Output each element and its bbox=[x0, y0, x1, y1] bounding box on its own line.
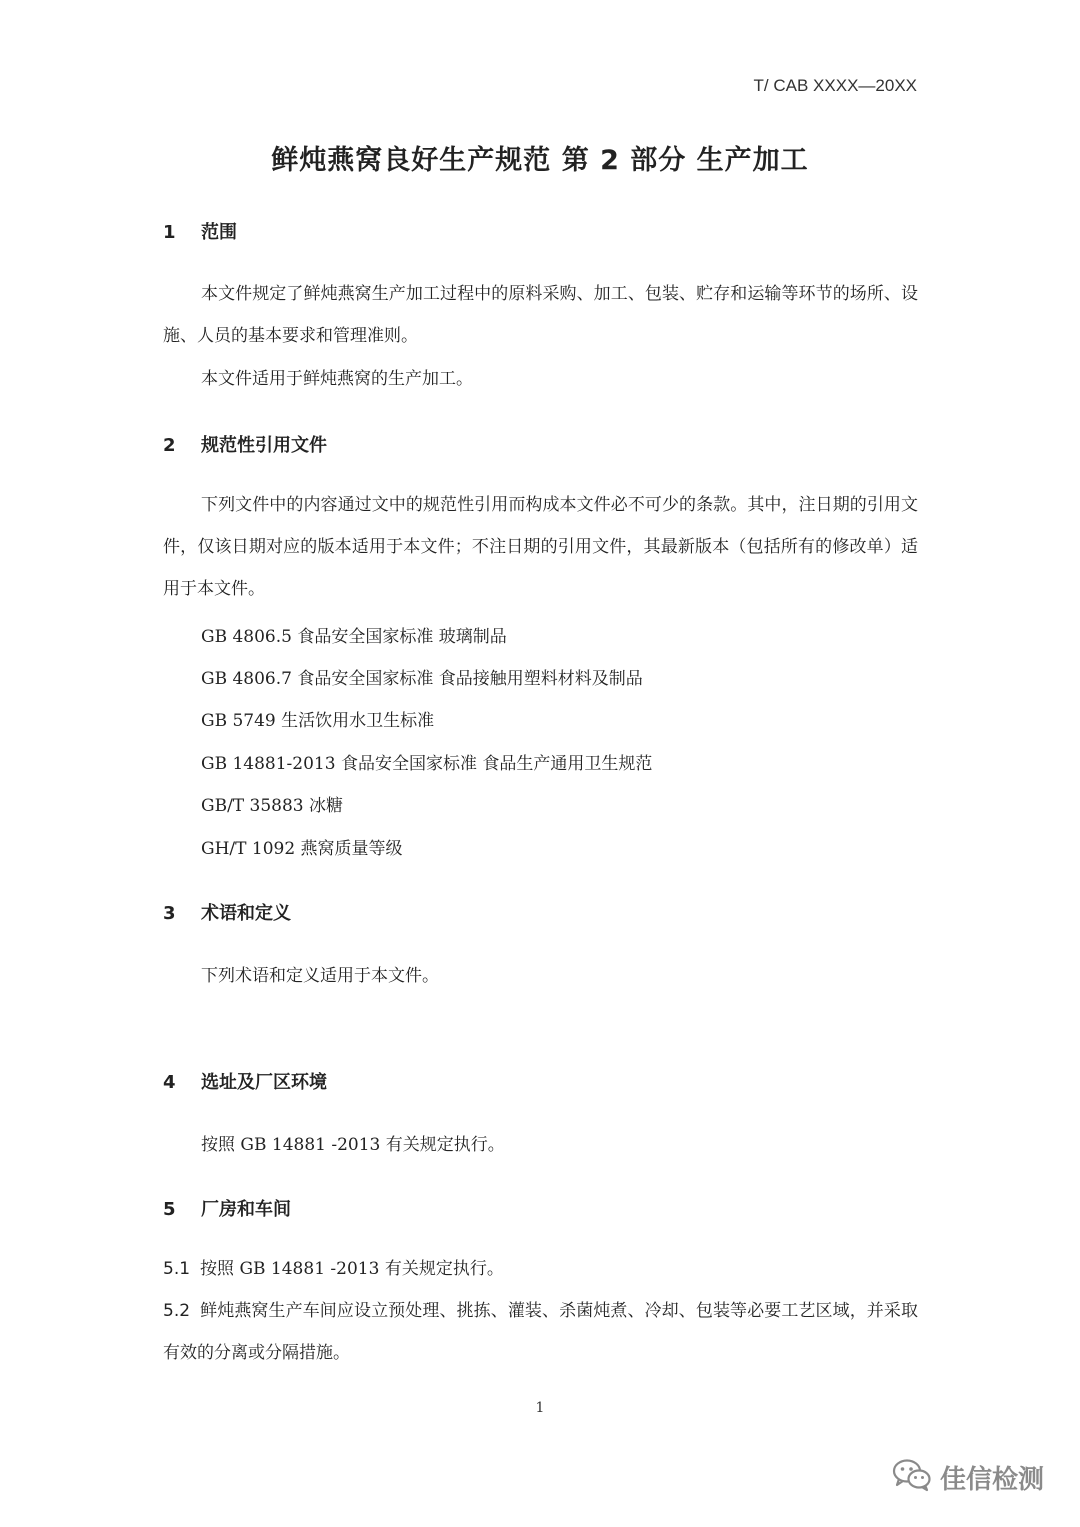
section-title: 厂房和车间 bbox=[201, 1199, 291, 1220]
section-number: 2 bbox=[163, 435, 176, 456]
section-title: 规范性引用文件 bbox=[201, 435, 327, 456]
reference-item: GB 4806.5 食品安全国家标准 玻璃制品 bbox=[201, 627, 507, 647]
reference-item: GB 14881-2013 食品安全国家标准 食品生产通用卫生规范 bbox=[201, 754, 653, 774]
section-title: 术语和定义 bbox=[201, 903, 291, 924]
paragraph: 下列文件中的内容通过文中的规范性引用而构成本文件必不可少的条款。其中，注日期的引用文件，仅该日期对应的版本适用于本文件；不注日期的引用文件，其最新版本（包括所有的修改单）适用于本文件。 bbox=[163, 495, 918, 599]
reference-item: GB 5749 生活饮用水卫生标准 bbox=[201, 711, 435, 731]
paragraph: 下列术语和定义适用于本文件。 bbox=[201, 966, 439, 986]
reference-item: GB 4806.7 食品安全国家标准 食品接触用塑料材料及制品 bbox=[201, 669, 643, 689]
clause-number: 5.1 bbox=[163, 1259, 191, 1279]
clause-text: 按照 GB 14881 -2013 有关规定执行。 bbox=[200, 1259, 504, 1279]
paragraph: 本文件适用于鲜炖燕窝的生产加工。 bbox=[201, 369, 473, 389]
clause-number: 5.2 bbox=[163, 1301, 191, 1321]
section-heading-workshop bbox=[163, 1195, 291, 1221]
section-heading-scope bbox=[163, 218, 237, 244]
watermark-text: 佳信检测 bbox=[939, 1464, 1044, 1495]
wechat-icon bbox=[892, 1458, 932, 1496]
clause-5-1 bbox=[163, 1248, 918, 1290]
paragraph: 按照 GB 14881 -2013 有关规定执行。 bbox=[201, 1135, 505, 1155]
section-number: 1 bbox=[163, 222, 176, 243]
section-number: 3 bbox=[163, 903, 176, 924]
reference-item: GH/T 1092 燕窝质量等级 bbox=[201, 839, 403, 859]
section-heading-normative-references bbox=[163, 431, 327, 457]
standard-code: T/ CAB XXXX—20XX bbox=[753, 76, 917, 95]
section-heading-site bbox=[163, 1068, 327, 1094]
section-number: 5 bbox=[163, 1199, 176, 1220]
reference-item: GB/T 35883 冰糖 bbox=[201, 796, 344, 816]
page-number: 1 bbox=[535, 1400, 545, 1416]
clause-text: 鲜炖燕窝生产车间应设立预处理、挑拣、灌装、杀菌炖煮、冷却、包装等必要工艺区域，并采取有效的分离或分隔措施。 bbox=[163, 1301, 918, 1363]
watermark bbox=[892, 1458, 1044, 1496]
paragraph: 本文件规定了鲜炖燕窝生产加工过程中的原料采购、加工、包装、贮存和运输等环节的场所、设施、人员的基本要求和管理准则。 bbox=[163, 284, 918, 346]
clause-5-2 bbox=[163, 1290, 918, 1374]
section-number: 4 bbox=[163, 1072, 176, 1093]
section-heading-terms bbox=[163, 899, 291, 925]
document-title: 鲜炖燕窝良好生产规范 第 2 部分 生产加工 bbox=[271, 145, 809, 176]
section-title: 选址及厂区环境 bbox=[201, 1072, 327, 1093]
section-title: 范围 bbox=[201, 222, 237, 243]
